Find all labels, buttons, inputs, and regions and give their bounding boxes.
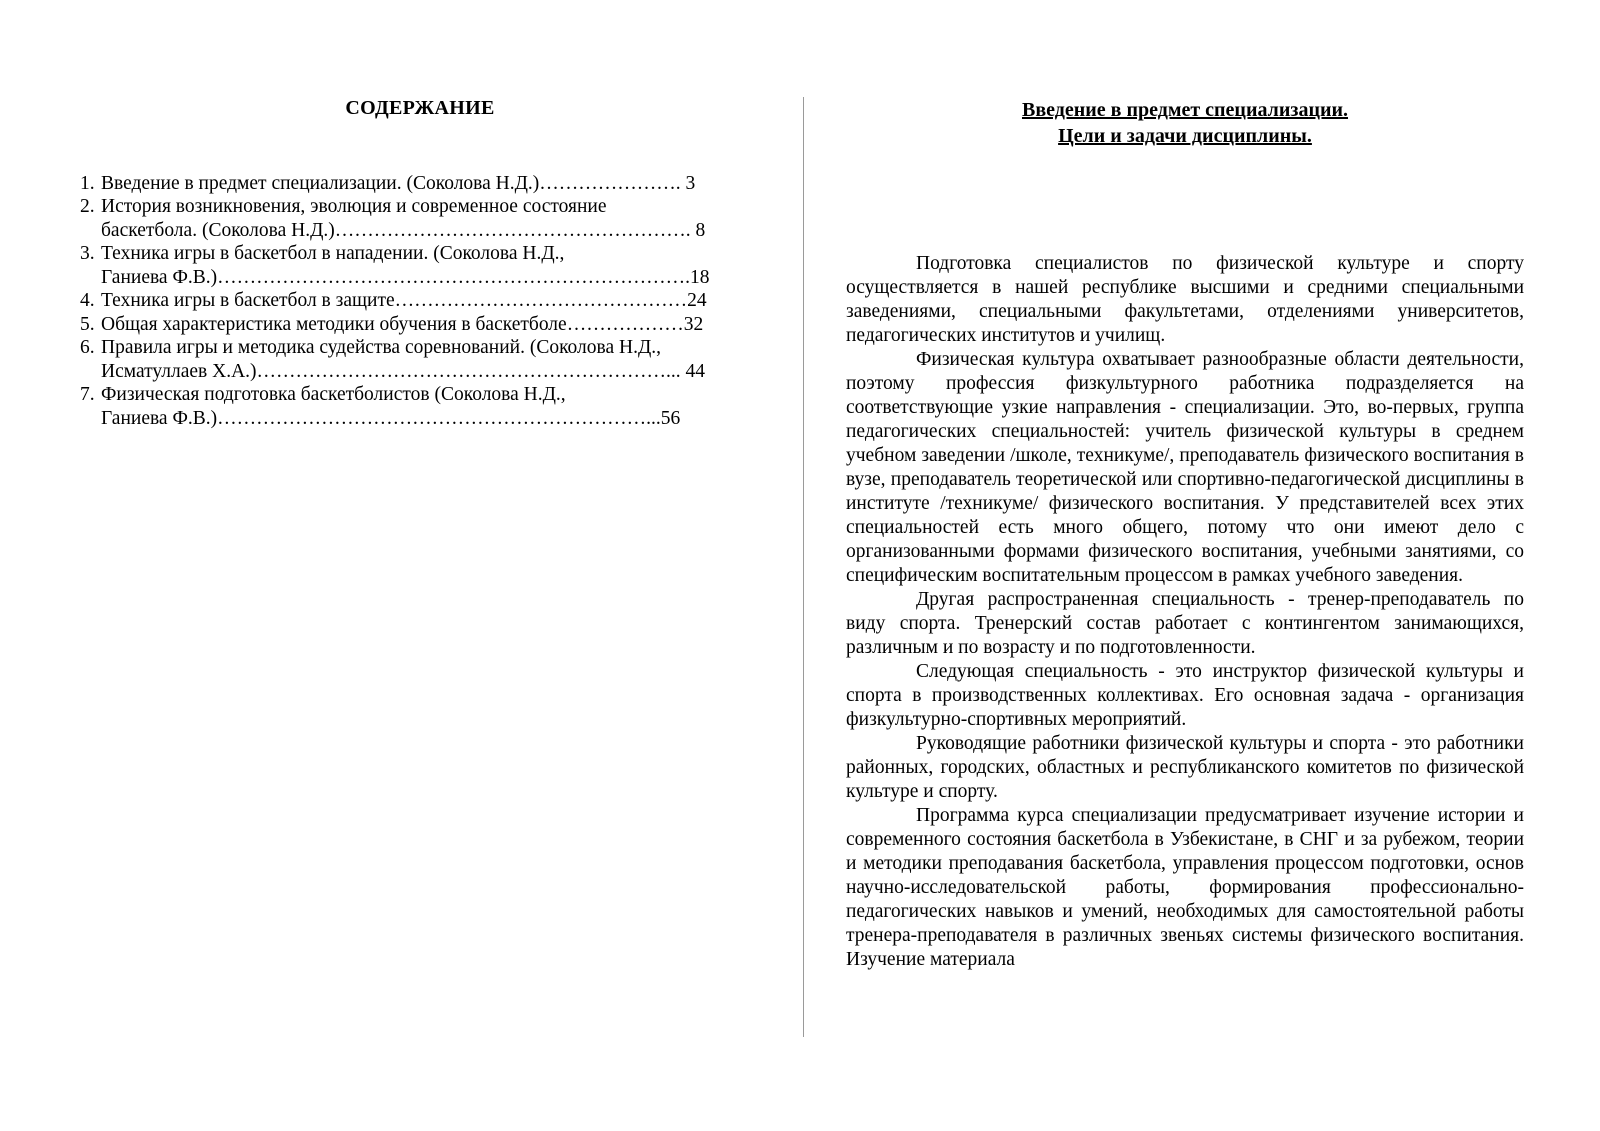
toc-entry-line: Техника игры в баскетбол в защите………………………………………24: [101, 290, 707, 311]
toc-entry-text: [101, 336, 770, 383]
toc-entry-line: Правила игры и методика судейства соревнований. (Соколова Н.Д.,: [101, 337, 662, 358]
toc-entry-number: 4.: [80, 290, 95, 311]
chapter-page: [846, 97, 1524, 972]
toc-entry-7: [80, 383, 770, 430]
toc-entry-line: Исматуллаев Х.А.)………………………………………………………... 44: [101, 360, 706, 382]
toc-entry-number: 2.: [80, 196, 95, 217]
toc-entry-line: баскетбола. (Соколова Н.Д.)………………………………………………. 8: [101, 219, 706, 241]
page-divider: [803, 97, 804, 1037]
paragraph: Подготовка специалистов по физической культуре и спорту осуществляется в нашей республике высшими и средними специальными заведениями, специальными факультетами, отделениями университетов, педагогических институтов и училищ.: [846, 253, 1524, 346]
toc-entry-4: [80, 289, 770, 313]
paragraph: Физическая культура охватывает разнообразные области деятельности, поэтому профессия физкультурного работника подразделяется на соответствующие узкие направления - специализации. Это, во-первых, группа педагогических специальностей: учитель физической культуры в среднем учебном заведении /школе, техникуме/, преподаватель физического воспитания в вузе, преподаватель теоретической или спортивно-педагогической дисциплины в институте /техникуме/ физического воспитания. У представителей всех этих специальностей есть много общего, потому что они имеют дело с организованными формами физического воспитания, учебными занятиями, со специфическим воспитательным процессом в рамках учебного заведения.: [846, 349, 1524, 586]
toc-entry-text: [101, 172, 770, 196]
chapter-subtitle-line: Цели и задачи дисциплины.: [1058, 125, 1312, 147]
toc-entry-6: [80, 336, 770, 383]
toc-entry-line: Ганиева Ф.В.)……………………………………………………………….18: [101, 266, 710, 288]
toc-entry-text: [101, 242, 770, 289]
toc-entry-line: Введение в предмет специализации. (Соколова Н.Д.)…………………. 3: [101, 172, 696, 194]
toc-entry-1: [80, 172, 770, 196]
toc-entry-number: 6.: [80, 337, 95, 358]
paragraph: Другая распространенная специальность - тренер-преподаватель по виду спорта. Тренерский состав работает с контингентом занимающихся, различным и по возрасту и по подготовленности.: [846, 589, 1524, 658]
chapter-body: [846, 252, 1524, 972]
toc-entry-line: Ганиева Ф.В.)…………………………………………………………...56: [101, 407, 681, 429]
toc-entry-line: Техника игры в баскетбол в нападении. (Соколова Н.Д.,: [101, 243, 565, 264]
toc-entry-number: 1.: [80, 172, 95, 194]
toc-title: СОДЕРЖАНИЕ: [345, 97, 495, 119]
toc-entry-2: [80, 195, 770, 242]
toc-entry-5: [80, 313, 770, 337]
toc-entry-number: 3.: [80, 243, 95, 264]
paragraph: Следующая специальность - это инструктор физической культуры и спорта в производственных коллективах. Его основная задача - организация физкультурно-спортивных мероприятий.: [846, 661, 1524, 730]
toc-entry-3: [80, 242, 770, 289]
chapter-title: [846, 97, 1524, 149]
toc-entry-text: [101, 289, 770, 313]
chapter-title-line: Введение в предмет специализации.: [1021, 99, 1349, 121]
toc-entry-text: [101, 195, 770, 242]
toc-entry-text: [101, 313, 770, 337]
paragraph: Программа курса специализации предусматривает изучение истории и современного состояния баскетбола в Узбекистане, в СНГ и за рубежом, теории и методики преподавания баскетбола, управления процессом подготовки, основ научно-исследовательской работы, формирования профессионально-педагогических навыков и умений, необходимых для самостоятельной работы тренера-преподавателя в различных звеньях системы физического воспитания. Изучение материала: [846, 805, 1524, 970]
toc-entry-line: История возникновения, эволюция и современное состояние: [101, 196, 607, 217]
toc-list: [80, 172, 770, 431]
paragraph: Руководящие работники физической культуры и спорта - это работники районных, городских, областных и республиканского комитетов по физической культуре и спорту.: [846, 733, 1524, 802]
toc-entry-line: Физическая подготовка баскетболистов (Соколова Н.Д.,: [101, 384, 566, 405]
toc-entry-text: [101, 383, 770, 430]
toc-entry-number: 5.: [80, 313, 95, 335]
table-of-contents-page: [80, 97, 770, 430]
toc-entry-number: 7.: [80, 384, 95, 405]
toc-entry-line: Общая характеристика методики обучения в баскетболе………………32: [101, 313, 704, 335]
